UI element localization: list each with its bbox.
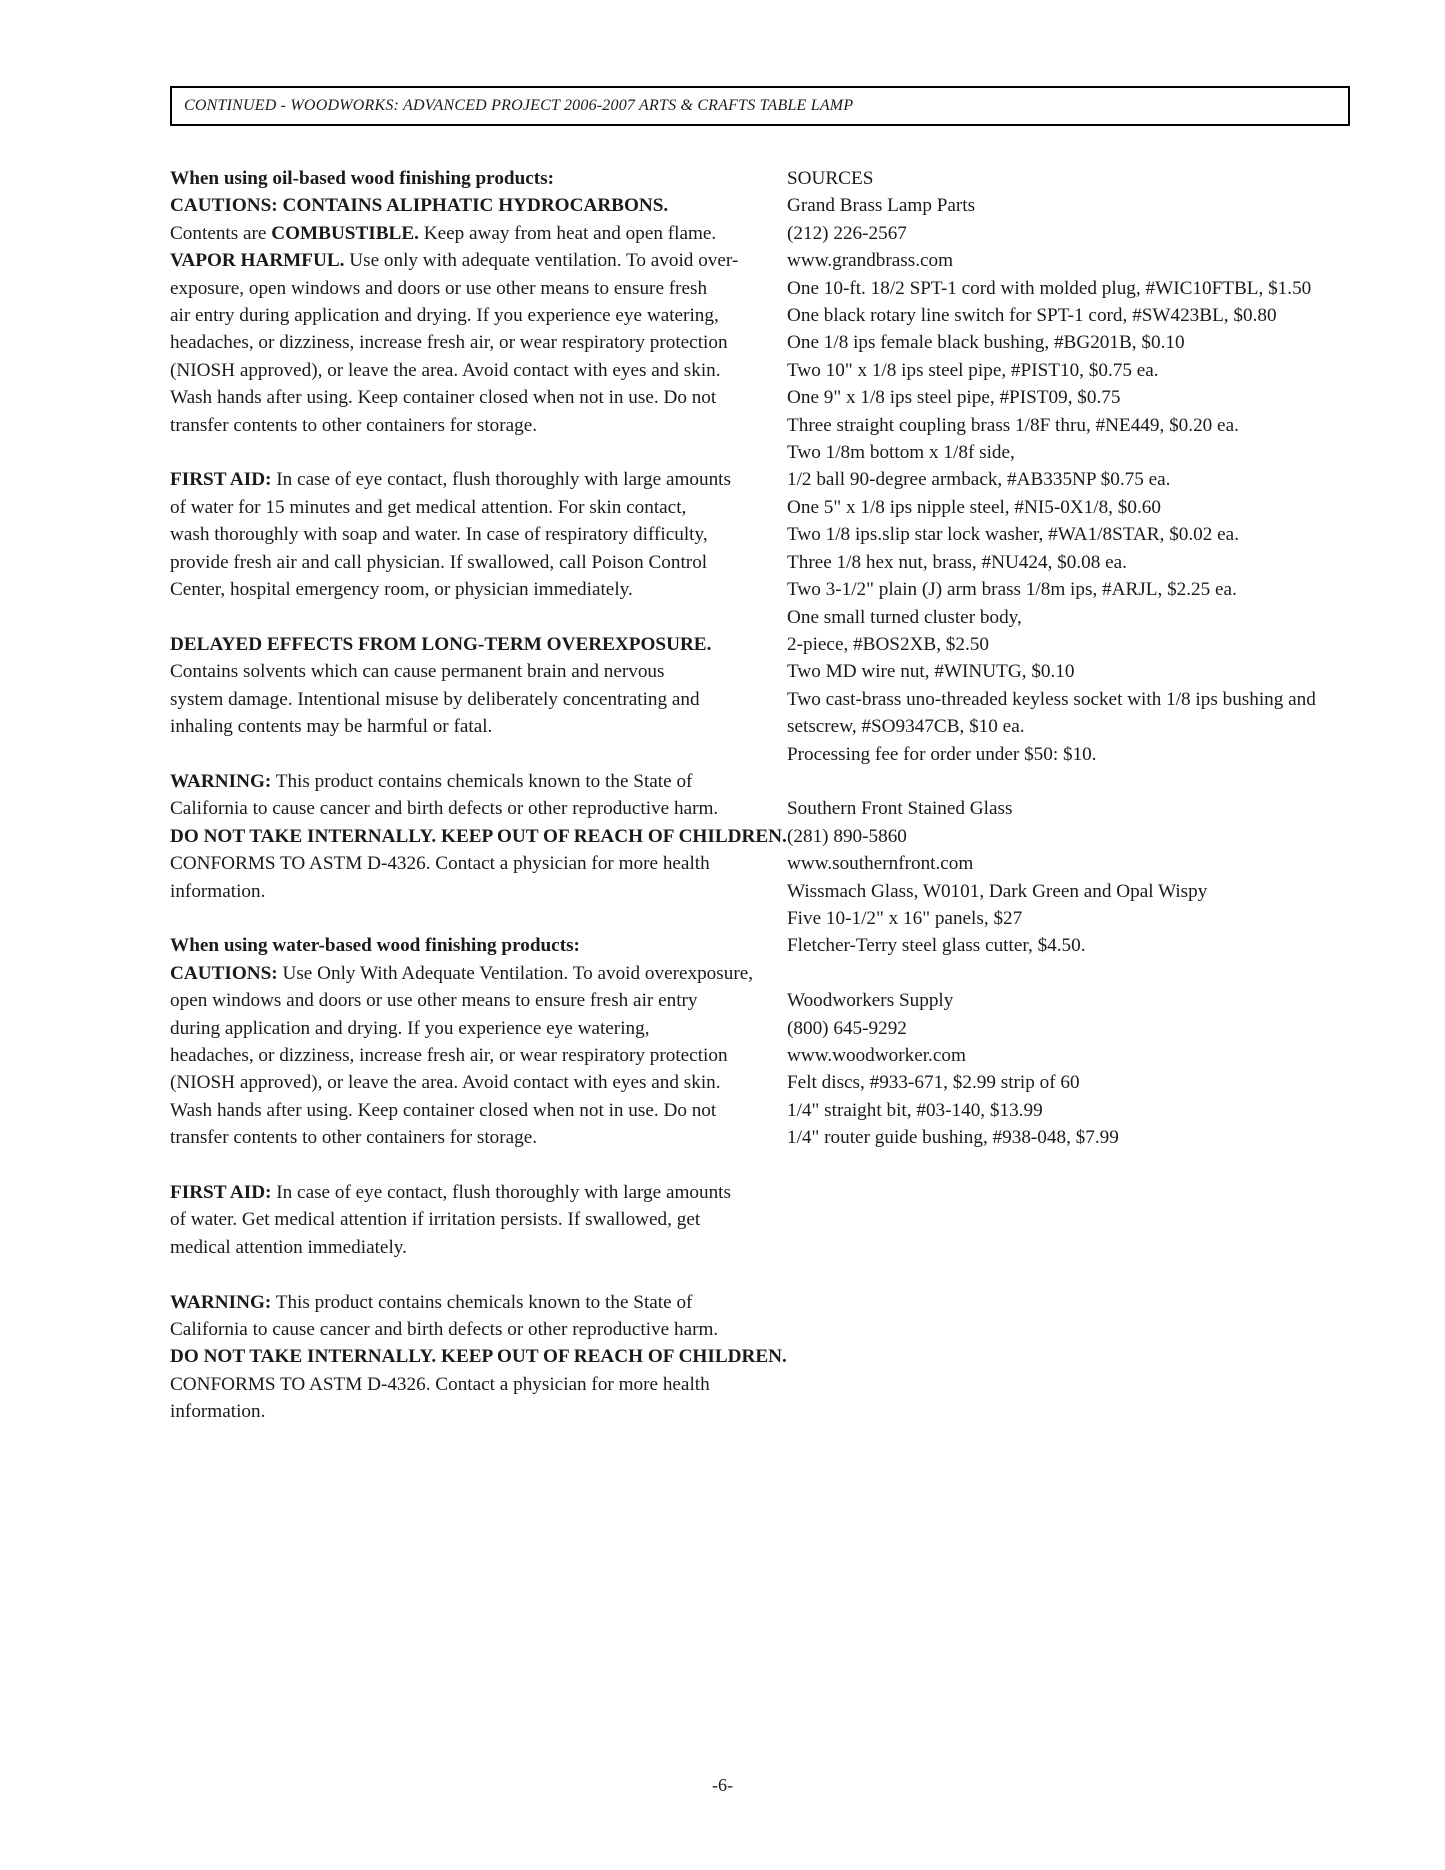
text-run: CAUTIONS: <box>170 962 278 984</box>
source-line: Felt discs, #933-671, $2.99 strip of 60 <box>787 1072 1080 1094</box>
oil-line: headaches, or dizziness, increase fresh air, or wear respiratory protection <box>170 332 728 354</box>
water-line: headaches, or dizziness, increase fresh air, or wear respiratory protection <box>170 1044 728 1066</box>
water-line <box>170 960 755 987</box>
source-line: Three 1/8 hex nut, brass, #NU424, $0.08 ea. <box>787 551 1127 573</box>
firstaid-line <box>170 1179 755 1206</box>
oil-warning <box>170 768 787 905</box>
running-header <box>170 86 1350 126</box>
water-heading: When using water-based wood finishing products: <box>170 935 580 957</box>
firstaid-line <box>170 466 755 493</box>
firstaid-line: provide fresh air and call physician. If swallowed, call Poison Control <box>170 551 708 573</box>
warning-line <box>170 1289 755 1316</box>
source-line: (281) 890-5860 <box>787 825 907 847</box>
oil-based-cautions <box>170 165 755 439</box>
warning-line: California to cause cancer and birth defects or other reproductive harm. <box>170 798 719 820</box>
source-line: setscrew, #SO9347CB, $10 ea. <box>787 716 1025 738</box>
source-line: One 5" x 1/8 ips nipple steel, #NI5-0X1/8, $0.60 <box>787 496 1161 518</box>
water-line: Wash hands after using. Keep container closed when not in use. Do not <box>170 1099 717 1121</box>
warning-line: information. <box>170 1401 266 1423</box>
oil-line: transfer contents to other containers for storage. <box>170 414 538 436</box>
text-run: In case of eye contact, flush thoroughly with large amounts <box>271 1181 731 1203</box>
source-line: Fletcher-Terry steel glass cutter, $4.50. <box>787 935 1086 957</box>
sources-heading: SOURCES <box>787 168 874 189</box>
delayed-line: inhaling contents may be harmful or fatal. <box>170 716 493 738</box>
text-run: Use Only With Adequate Ventilation. To avoid overexposure, <box>277 962 754 984</box>
text-run: FIRST AID: <box>170 1181 272 1203</box>
water-warning <box>170 1289 787 1426</box>
oil-line: air entry during application and drying. If you experience eye watering, <box>170 305 719 327</box>
source-line: (800) 645-9292 <box>787 1017 907 1039</box>
delayed-line: system damage. Intentional misuse by deliberately concentrating and <box>170 688 700 710</box>
oil-line: Wash hands after using. Keep container closed when not in use. Do not <box>170 387 717 409</box>
text-run: WARNING: <box>170 1291 272 1313</box>
source-line: One 10-ft. 18/2 SPT-1 cord with molded plug, #WIC10FTBL, $1.50 <box>787 277 1312 299</box>
source-line: 2-piece, #BOS2XB, $2.50 <box>787 633 989 655</box>
water-line: (NIOSH approved), or leave the area. Avoid contact with eyes and skin. <box>170 1072 721 1094</box>
warning-line: DO NOT TAKE INTERNALLY. KEEP OUT OF REACH OF CHILDREN. <box>170 1346 787 1368</box>
delayed-line: Contains solvents which can cause permanent brain and nervous <box>170 661 665 683</box>
text-run: VAPOR HARMFUL. <box>170 250 345 272</box>
source-line: 1/4" straight bit, #03-140, $13.99 <box>787 1099 1043 1121</box>
source-line: 1/4" router guide bushing, #938-048, $7.99 <box>787 1127 1119 1149</box>
warning-line: CONFORMS TO ASTM D-4326. Contact a physician for more health <box>170 1373 710 1395</box>
firstaid-line: wash thoroughly with soap and water. In case of respiratory difficulty, <box>170 524 708 546</box>
sources-column <box>787 165 1347 1179</box>
source-line: Two cast-brass uno-threaded keyless socket with 1/8 ips bushing and <box>787 688 1316 710</box>
text-run: Keep away from heat and open flame. <box>418 222 717 244</box>
source-line: Wissmach Glass, W0101, Dark Green and Opal Wispy <box>787 880 1208 902</box>
oil-line: (NIOSH approved), or leave the area. Avoid contact with eyes and skin. <box>170 359 721 381</box>
source-line: Southern Front Stained Glass <box>787 798 1013 820</box>
water-line: during application and drying. If you experience eye watering, <box>170 1017 650 1039</box>
source-line: Three straight coupling brass 1/8F thru, #NE449, $0.20 ea. <box>787 414 1239 436</box>
text-run: WARNING: <box>170 770 272 792</box>
warning-line: California to cause cancer and birth defects or other reproductive harm. <box>170 1318 719 1340</box>
source-line: Two 1/8 ips.slip star lock washer, #WA1/8STAR, $0.02 ea. <box>787 524 1239 546</box>
source-line: 1/2 ball 90-degree armback, #AB335NP $0.75 ea. <box>787 469 1171 491</box>
delayed-heading: DELAYED EFFECTS FROM LONG-TERM OVEREXPOSURE. <box>170 633 712 655</box>
source-line: One black rotary line switch for SPT-1 cord, #SW423BL, $0.80 <box>787 305 1277 327</box>
oil-heading: When using oil-based wood finishing products: <box>170 168 555 189</box>
source-line: Processing fee for order under $50: $10. <box>787 743 1097 765</box>
oil-delayed-effects <box>170 631 755 741</box>
warning-line: CONFORMS TO ASTM D-4326. Contact a physician for more health <box>170 853 710 875</box>
firstaid-line: of water. Get medical attention if irritation persists. If swallowed, get <box>170 1209 701 1231</box>
source-line: www.woodworker.com <box>787 1044 966 1066</box>
water-line: open windows and doors or use other means to ensure fresh air entry <box>170 990 698 1012</box>
grand-brass-source <box>787 165 1347 768</box>
source-line: Two 3-1/2" plain (J) arm brass 1/8m ips, #ARJL, $2.25 ea. <box>787 579 1237 601</box>
text-run: COMBUSTIBLE. <box>271 222 419 244</box>
source-line: Five 10-1/2" x 16" panels, $27 <box>787 907 1023 929</box>
source-line: (212) 226-2567 <box>787 222 907 244</box>
oil-line: exposure, open windows and doors or use other means to ensure fresh <box>170 277 708 299</box>
text-run: Use only with adequate ventilation. To avoid over- <box>344 250 739 272</box>
water-line: transfer contents to other containers for storage. <box>170 1127 538 1149</box>
oil-cautions: CAUTIONS: CONTAINS ALIPHATIC HYDROCARBONS. <box>170 195 669 217</box>
text-run: FIRST AID: <box>170 469 272 491</box>
firstaid-line: medical attention immediately. <box>170 1236 407 1258</box>
text-run: This product contains chemicals known to the State of <box>271 1291 693 1313</box>
southern-front-source <box>787 795 1347 959</box>
safety-column <box>170 165 787 1453</box>
woodworkers-supply-source <box>787 987 1347 1151</box>
text-run: Contents are <box>170 222 272 244</box>
oil-line <box>170 247 755 274</box>
text-run: In case of eye contact, flush thoroughly with large amounts <box>271 469 731 491</box>
source-line: www.southernfront.com <box>787 853 974 875</box>
firstaid-line: Center, hospital emergency room, or physician immediately. <box>170 579 633 601</box>
source-line: One 1/8 ips female black bushing, #BG201B, $0.10 <box>787 332 1185 354</box>
header-title: CONTINUED - WOODWORKS: ADVANCED PROJECT 2006-2007 ARTS & CRAFTS TABLE LAMP <box>184 97 854 114</box>
warning-line: DO NOT TAKE INTERNALLY. KEEP OUT OF REACH OF CHILDREN. <box>170 825 787 847</box>
oil-first-aid <box>170 466 755 603</box>
source-line: Woodworkers Supply <box>787 990 954 1012</box>
firstaid-line: of water for 15 minutes and get medical attention. For skin contact, <box>170 496 687 518</box>
source-line: www.grandbrass.com <box>787 250 954 272</box>
source-line: Two 10" x 1/8 ips steel pipe, #PIST10, $0.75 ea. <box>787 359 1159 381</box>
water-based-cautions <box>170 932 755 1151</box>
water-first-aid <box>170 1179 755 1261</box>
source-line: Two MD wire nut, #WINUTG, $0.10 <box>787 661 1075 683</box>
source-line: One small turned cluster body, <box>787 606 1022 628</box>
oil-line <box>170 220 755 247</box>
warning-line: information. <box>170 880 266 902</box>
source-line: One 9" x 1/8 ips steel pipe, #PIST09, $0.75 <box>787 387 1121 409</box>
text-run: This product contains chemicals known to the State of <box>271 770 693 792</box>
page-number: -6- <box>712 1775 733 1795</box>
warning-line <box>170 768 755 795</box>
source-line: Two 1/8m bottom x 1/8f side, <box>787 442 1015 464</box>
source-line: Grand Brass Lamp Parts <box>787 195 976 217</box>
